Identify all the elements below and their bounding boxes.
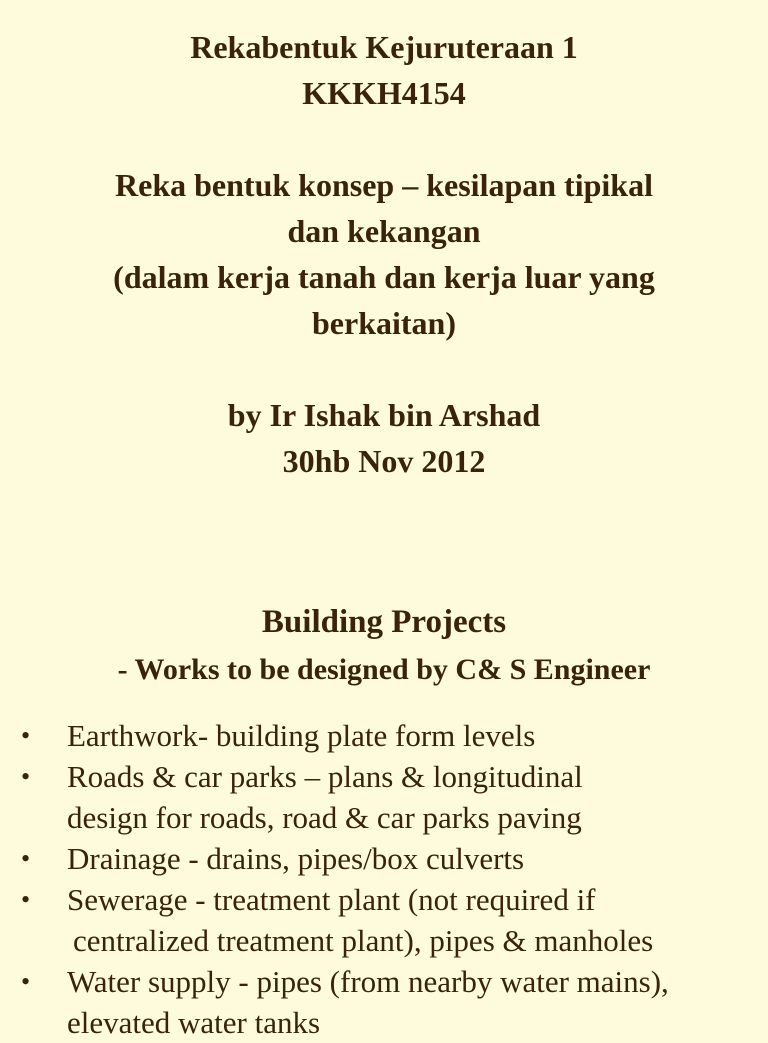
bullet-text: Drainage - drains, pipes/box culverts [67,841,525,876]
author-spacer [0,346,768,392]
list-item [0,838,768,879]
topic-line-4: berkaitan) [312,305,456,341]
list-item [0,756,768,838]
bullet-text: Earthwork- building plate form levels [67,718,536,753]
author: by Ir Ishak bin Arshad [227,397,541,433]
date: 30hb Nov 2012 [282,443,486,479]
topic-line-1: Reka bentuk konsep – kesilapan tipikal [115,167,653,203]
title-block [0,24,768,484]
list-item [0,715,768,756]
bullet-text-continued: design for roads, road & car parks paving [67,800,582,835]
bullet-icon: • [21,762,31,791]
bullet-list [0,715,768,1043]
bullet-text: Roads & car parks – plans & longitudinal [67,759,583,794]
bullet-icon: • [21,721,31,750]
topic-line-3: (dalam kerja tanah dan kerja luar yang [113,259,655,295]
section-subheading: - Works to be designed by C& S Engineer [117,653,651,686]
bullet-text-continued: elevated water tanks [67,1005,321,1040]
bullet-icon: • [21,967,31,996]
list-item [0,961,768,1043]
bullet-text-continued: centralized treatment plant), pipes & manholes [73,923,654,958]
bullet-text: Sewerage - treatment plant (not required if [67,882,596,917]
bullet-icon: • [21,885,31,914]
bullet-text: Water supply - pipes (from nearby water mains), [67,964,669,999]
topic-line-2: dan kekangan [287,213,481,249]
course-code: KKKH4154 [302,75,466,111]
title-spacer [0,116,768,162]
list-item [0,879,768,961]
section-heading: Building Projects [261,604,507,640]
course-name: Rekabentuk Kejuruteraan 1 [190,29,578,65]
bullet-icon: • [21,844,31,873]
